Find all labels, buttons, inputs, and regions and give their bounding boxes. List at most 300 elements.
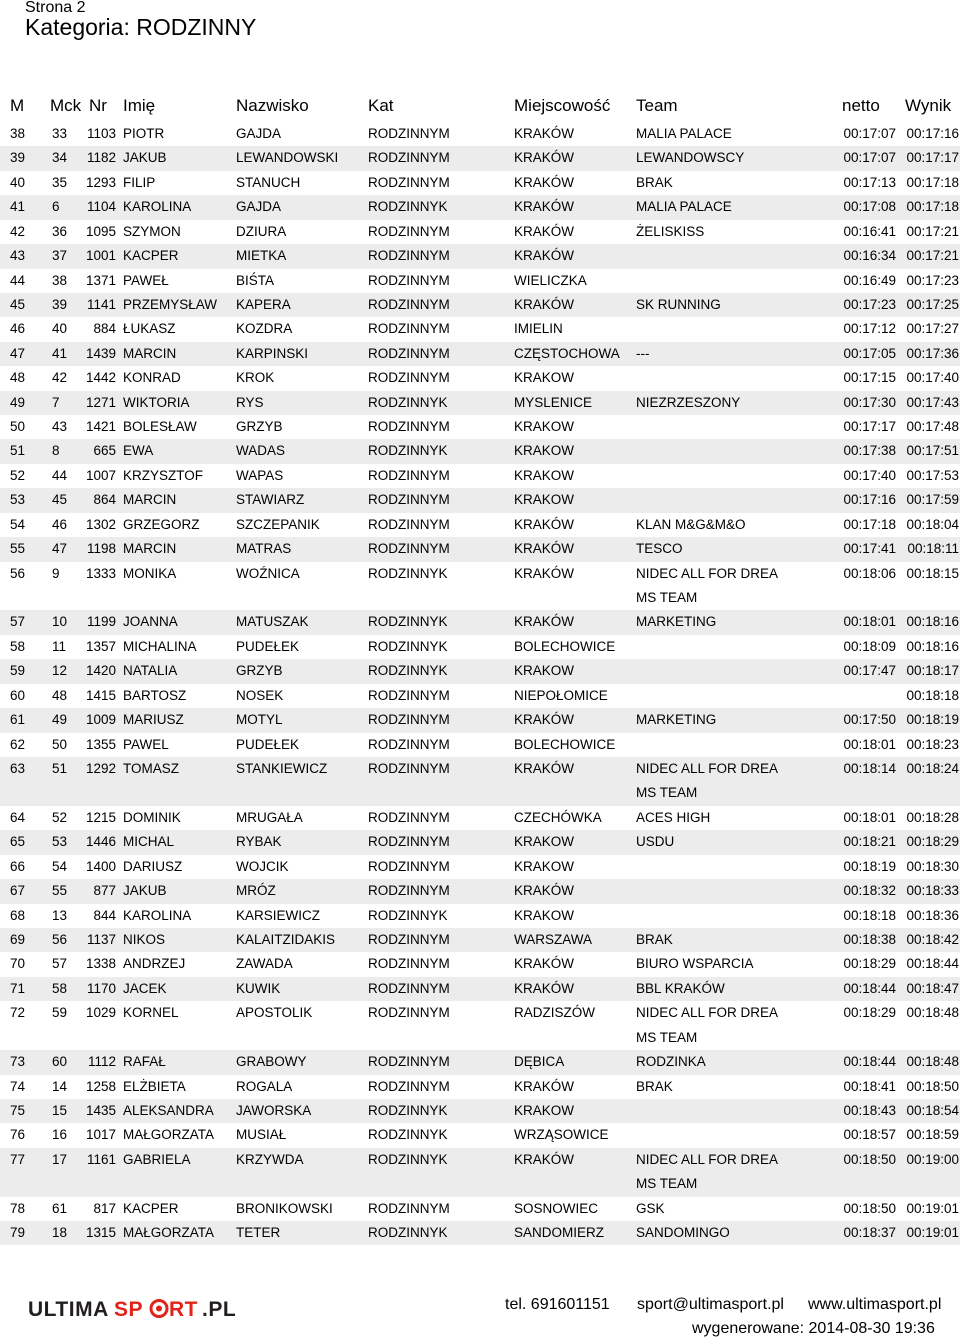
cell-nr: 877 [93,883,116,899]
cell-wynik: 00:18:29 [906,834,959,850]
cell-nr: 1182 [86,150,116,166]
table-row [0,439,960,463]
cell-kat: RODZINNYM [368,345,450,361]
cell-nazwisko: PUDEŁEK [236,736,300,752]
cell-miejscowosc: KRAKÓW [514,296,575,312]
cell-netto: 00:18:19 [843,858,896,874]
cell-netto: 00:17:12 [843,321,896,337]
cell-mck: 18 [52,1225,68,1241]
cell-m: 59 [10,663,26,679]
cell-m: 67 [10,883,26,899]
cell-miejscowosc: KRAKOW [514,370,575,386]
cell-wynik: 00:18:17 [906,663,959,679]
cell-kat: RODZINNYK [368,1151,448,1167]
cell-imie: ALEKSANDRA [123,1102,214,1118]
table-row [0,1123,960,1147]
cell-miejscowosc: KRAKÓW [514,223,575,239]
table-row [0,928,960,952]
cell-m: 42 [10,223,26,239]
cell-nazwisko: STANKIEWICZ [236,760,328,776]
cell-nazwisko: MATUSZAK [236,614,309,630]
cell-kat: RODZINNYM [368,467,450,483]
cell-imie: MAŁGORZATA [123,1127,215,1143]
cell-miejscowosc: KRAKÓW [514,174,575,190]
cell-team: NIDEC ALL FOR DREA MS TEAM [636,1151,778,1192]
cell-mck: 7 [52,394,60,410]
cell-team: USDU [636,834,675,850]
column-header-nazwisko: Nazwisko [236,96,309,115]
cell-mck: 17 [52,1151,68,1167]
website-link[interactable]: www.ultimasport.pl [808,1296,942,1313]
cell-imie: SZYMON [123,223,181,239]
cell-netto: 00:18:41 [843,1078,896,1094]
cell-team: ACES HIGH [636,809,711,825]
cell-m: 70 [10,956,26,972]
cell-wynik: 00:18:48 [906,1005,959,1021]
cell-m: 44 [10,272,26,288]
cell-imie: KAROLINA [123,907,192,923]
cell-miejscowosc: IMIELIN [514,321,563,337]
cell-mck: 58 [52,980,68,996]
cell-m: 40 [10,174,26,190]
cell-imie: TOMASZ [123,760,180,776]
cell-kat: RODZINNYM [368,1005,450,1021]
cell-wynik: 00:17:17 [906,150,959,166]
cell-nazwisko: ZAWADA [236,956,293,972]
table-row [0,1221,960,1245]
cell-m: 71 [10,980,26,996]
cell-nazwisko: PUDEŁEK [236,638,300,654]
cell-netto: 00:17:38 [843,443,896,459]
cell-team: GSK [636,1200,665,1216]
cell-netto: 00:17:30 [843,394,896,410]
cell-wynik: 00:17:23 [906,272,959,288]
cell-nazwisko: NOSEK [236,687,284,703]
cell-nr: 1161 [86,1151,116,1167]
cell-netto: 00:18:18 [843,907,896,923]
cell-team: TESCO [636,541,683,557]
cell-miejscowosc: KRAKÓW [514,980,575,996]
cell-nr: 1199 [86,614,116,630]
cell-m: 76 [10,1127,26,1143]
cell-nr: 1095 [85,223,116,239]
cell-miejscowosc: CZĘSTOCHOWA [514,345,620,361]
cell-kat: RODZINNYK [368,394,448,410]
svg-text:RT: RT [169,1298,198,1321]
column-header-kat: Kat [368,96,394,115]
cell-nr: 1442 [85,370,116,386]
cell-imie: WIKTORIA [123,394,190,410]
cell-netto: 00:18:50 [843,1151,896,1167]
cell-nr: 1293 [85,174,116,190]
cell-kat: RODZINNYM [368,296,450,312]
table-row [0,244,960,268]
cell-team: RODZINKA [636,1054,706,1070]
table-row [0,293,960,317]
cell-team: SK RUNNING [636,296,721,312]
cell-nr: 1439 [85,345,116,361]
cell-miejscowosc: KRAKOW [514,834,575,850]
cell-m: 69 [10,931,26,947]
cell-netto: 00:18:29 [843,1005,896,1021]
cell-nazwisko: MIETKA [236,248,287,264]
cell-nazwisko: WADAS [236,443,286,459]
page-footer [0,1290,960,1341]
table-row [0,806,960,830]
cell-nazwisko: RYBAK [236,834,282,850]
cell-netto: 00:18:01 [843,736,896,752]
cell-imie: MONIKA [123,565,177,581]
cell-m: 54 [10,516,26,532]
cell-nazwisko: KARSIEWICZ [236,907,321,923]
cell-wynik: 00:17:21 [906,223,959,239]
cell-netto: 00:18:57 [843,1127,896,1143]
cell-imie: MARCIN [123,492,177,508]
cell-mck: 43 [52,419,68,435]
cell-miejscowosc: WARSZAWA [514,931,592,947]
cell-netto: 00:17:07 [843,150,896,166]
cell-imie: JACEK [123,980,167,996]
cell-wynik: 00:17:43 [906,394,959,410]
cell-kat: RODZINNYM [368,321,450,337]
cell-kat: RODZINNYM [368,858,450,874]
column-header-mck: Mck [50,96,82,115]
cell-wynik: 00:18:42 [906,931,959,947]
cell-m: 58 [10,638,26,654]
cell-mck: 52 [52,809,68,825]
cell-mck: 51 [52,760,68,776]
table-row [0,659,960,683]
cell-miejscowosc: KRAKOW [514,907,575,923]
cell-nazwisko: GAJDA [236,126,282,141]
cell-nr: 1137 [86,931,116,947]
cell-m: 52 [10,467,26,483]
cell-team: BBL KRAKÓW [636,980,725,996]
cell-kat: RODZINNYK [368,614,448,630]
cell-nr: 1333 [85,565,116,581]
cell-wynik: 00:18:18 [906,687,959,703]
cell-nazwisko: APOSTOLIK [236,1005,313,1021]
cell-imie: MARIUSZ [123,712,184,728]
table-row [0,1197,960,1221]
cell-miejscowosc: CZECHÓWKA [514,809,602,825]
cell-netto: 00:17:47 [843,663,896,679]
cell-miejscowosc: KRAKOW [514,419,575,435]
cell-imie: KAROLINA [123,199,192,215]
cell-wynik: 00:17:18 [906,199,959,215]
cell-team: BIURO WSPARCIA [636,956,754,972]
table-row [0,537,960,561]
table-row [0,757,960,806]
cell-kat: RODZINNYM [368,1200,450,1216]
cell-m: 77 [10,1151,26,1167]
cell-miejscowosc: KRAKÓW [514,565,575,581]
cell-netto: 00:16:41 [843,223,896,239]
cell-team: NIEZRZESZONY [636,394,741,410]
cell-wynik: 00:18:23 [906,736,959,752]
cell-nazwisko: ROGALA [236,1078,293,1094]
cell-wynik: 00:18:48 [906,1054,959,1070]
cell-nazwisko: KALAITZIDAKIS [236,931,336,947]
cell-miejscowosc: KRAKÓW [514,516,575,532]
cell-nr: 1215 [85,809,116,825]
cell-mck: 8 [52,443,60,459]
cell-team: MARKETING [636,712,717,728]
cell-nazwisko: KROK [236,370,275,386]
cell-m: 64 [10,809,26,825]
cell-wynik: 00:17:51 [906,443,959,459]
cell-nr: 1103 [86,126,116,141]
cell-mck: 9 [52,565,60,581]
cell-kat: RODZINNYM [368,931,450,947]
cell-miejscowosc: KRAKÓW [514,956,575,972]
cell-nazwisko: MATRAS [236,541,292,557]
cell-nazwisko: DZIURA [236,223,287,239]
cell-wynik: 00:18:16 [906,614,959,630]
cell-team: MALIA PALACE [636,126,732,141]
cell-netto: 00:17:15 [843,370,896,386]
cell-mck: 56 [52,931,68,947]
cell-kat: RODZINNYM [368,883,450,899]
cell-netto: 00:18:01 [843,809,896,825]
cell-netto: 00:18:29 [843,956,896,972]
table-row [0,195,960,219]
table-row [0,146,960,170]
cell-nr: 665 [93,443,116,459]
cell-team: BRAK [636,174,673,190]
cell-mck: 34 [52,150,68,166]
cell-mck: 50 [52,736,68,752]
cell-nr: 1271 [85,394,116,410]
cell-nazwisko: KUWIK [236,980,281,996]
cell-mck: 45 [52,492,68,508]
cell-m: 56 [10,565,26,581]
table-row [0,1050,960,1074]
table-row [0,855,960,879]
cell-m: 39 [10,150,26,166]
table-row [0,342,960,366]
cell-imie: DOMINIK [123,809,181,825]
cell-miejscowosc: KRAKÓW [514,883,575,899]
table-row [0,269,960,293]
cell-netto: 00:18:21 [843,834,896,850]
cell-wynik: 00:18:15 [906,565,959,581]
cell-wynik: 00:18:44 [906,956,959,972]
cell-nr: 1355 [85,736,116,752]
cell-netto: 00:17:41 [843,541,896,557]
cell-imie: KONRAD [123,370,181,386]
cell-m: 62 [10,736,26,752]
cell-nazwisko: GRZYB [236,663,283,679]
cell-nr: 864 [93,492,116,508]
cell-nr: 1400 [85,858,116,874]
table-row [0,464,960,488]
cell-netto: 00:16:49 [843,272,896,288]
cell-m: 63 [10,760,26,776]
cell-nazwisko: WOŹNICA [236,565,300,581]
cell-nazwisko: BIŚTA [236,272,275,288]
cell-wynik: 00:19:01 [906,1225,959,1241]
cell-m: 78 [10,1200,26,1216]
cell-imie: BARTOSZ [123,687,187,703]
table-row [0,830,960,854]
cell-miejscowosc: WIELICZKA [514,272,587,288]
column-header-netto: netto [842,96,880,115]
cell-m: 55 [10,541,26,557]
table-row [0,366,960,390]
cell-m: 61 [10,712,26,728]
cell-mck: 47 [52,541,68,557]
cell-imie: GABRIELA [123,1151,191,1167]
cell-nazwisko: KAPERA [236,296,291,312]
table-row [0,415,960,439]
contact-phone: tel. 691601151 [505,1296,610,1313]
page-title: Kategoria: RODZINNY [25,14,257,40]
cell-mck: 53 [52,834,68,850]
cell-m: 72 [10,1005,26,1021]
cell-miejscowosc: KRAKÓW [514,1151,575,1167]
cell-mck: 12 [52,663,68,679]
cell-nazwisko: KARPINSKI [236,345,309,361]
cell-wynik: 00:18:59 [906,1127,959,1143]
column-header-team: Team [636,96,678,115]
cell-netto: 00:18:44 [843,1054,896,1070]
table-row [0,562,960,611]
cell-nr: 1371 [85,272,116,288]
cell-nazwisko: JAWORSKA [236,1102,312,1118]
cell-imie: JAKUB [123,883,167,899]
cell-miejscowosc: DĘBICA [514,1054,565,1070]
cell-wynik: 00:17:53 [906,467,959,483]
cell-nazwisko: BRONIKOWSKI [236,1200,333,1216]
cell-netto: 00:18:43 [843,1102,896,1118]
table-row [0,122,960,146]
cell-wynik: 00:19:00 [906,1151,959,1167]
cell-mck: 49 [52,712,68,728]
cell-nr: 1009 [85,712,116,728]
table-row [0,488,960,512]
cell-imie: MARCIN [123,345,177,361]
svg-text:ULTIMA: ULTIMA [28,1298,109,1321]
cell-netto: 00:18:38 [843,931,896,947]
cell-wynik: 00:18:54 [906,1102,959,1118]
cell-wynik: 00:18:30 [906,858,959,874]
cell-netto: 00:18:37 [843,1225,896,1241]
cell-wynik: 00:17:59 [906,492,959,508]
cell-miejscowosc: MYSLENICE [514,394,593,410]
cell-wynik: 00:18:19 [906,712,959,728]
cell-kat: RODZINNYM [368,736,450,752]
cell-kat: RODZINNYM [368,760,450,776]
cell-imie: NIKOS [123,931,166,947]
cell-m: 75 [10,1102,26,1118]
cell-mck: 37 [52,248,68,264]
cell-imie: MAŁGORZATA [123,1225,215,1241]
cell-mck: 35 [52,174,68,190]
results-table-body [0,122,960,1245]
cell-miejscowosc: KRAKOW [514,663,575,679]
cell-miejscowosc: SANDOMIERZ [514,1225,605,1241]
cell-m: 57 [10,614,26,630]
cell-mck: 60 [52,1054,68,1070]
cell-imie: PIOTR [123,126,165,141]
cell-miejscowosc: KRAKOW [514,1102,575,1118]
cell-kat: RODZINNYM [368,980,450,996]
column-header-wynik: Wynik [905,96,952,115]
cell-miejscowosc: KRAKÓW [514,150,575,166]
cell-netto: 00:17:07 [843,126,896,141]
cell-nr: 1292 [85,760,116,776]
table-row [0,1075,960,1099]
cell-kat: RODZINNYM [368,956,450,972]
cell-m: 45 [10,296,26,312]
cell-kat: RODZINNYK [368,638,448,654]
cell-m: 60 [10,687,26,703]
cell-kat: RODZINNYM [368,834,450,850]
cell-wynik: 00:18:28 [906,809,959,825]
cell-mck: 33 [52,126,68,141]
cell-miejscowosc: KRAKÓW [514,712,575,728]
cell-imie: KRZYSZTOF [123,467,204,483]
cell-mck: 38 [52,272,68,288]
cell-netto: 00:18:44 [843,980,896,996]
cell-nazwisko: LEWANDOWSKI [236,150,339,166]
cell-nr: 1029 [85,1005,116,1021]
cell-imie: MICHAL [123,834,175,850]
cell-imie: MICHALINA [123,638,197,654]
cell-mck: 16 [52,1127,68,1143]
cell-team: MARKETING [636,614,717,630]
column-header-nr: Nr [89,96,107,115]
cell-imie: MARCIN [123,541,177,557]
cell-team: NIDEC ALL FOR DREA MS TEAM [636,565,778,606]
cell-netto: 00:17:08 [843,199,896,215]
cell-miejscowosc: NIEPOŁOMICE [514,687,608,703]
cell-netto: 00:17:40 [843,467,896,483]
cell-kat: RODZINNYK [368,1225,448,1241]
cell-nazwisko: RYS [236,394,264,410]
cell-nr: 1170 [86,980,116,996]
table-row [0,1001,960,1050]
cell-imie: NATALIA [123,663,178,679]
cell-wynik: 00:17:40 [906,370,959,386]
cell-m: 65 [10,834,26,850]
cell-imie: BOLESŁAW [123,419,197,435]
cell-m: 49 [10,394,26,410]
cell-nazwisko: WAPAS [236,467,284,483]
svg-text:.PL: .PL [202,1298,237,1321]
cell-netto: 00:18:06 [843,565,896,581]
table-row [0,879,960,903]
cell-nazwisko: MRUGAŁA [236,809,303,825]
cell-miejscowosc: KRAKOW [514,492,575,508]
cell-nazwisko: STAWIARZ [236,492,305,508]
contact-email-link[interactable]: sport@ultimasport.pl [637,1296,784,1313]
cell-imie: ANDRZEJ [123,956,186,972]
cell-wynik: 00:18:36 [906,907,959,923]
cell-imie: PAWEL [123,736,169,752]
cell-netto: 00:18:50 [843,1200,896,1216]
cell-kat: RODZINNYK [368,199,448,215]
cell-nr: 1141 [86,296,116,312]
cell-kat: RODZINNYM [368,150,450,166]
cell-imie: KACPER [123,1200,179,1216]
cell-nr: 884 [93,321,116,337]
cell-kat: RODZINNYM [368,541,450,557]
cell-nr: 1315 [85,1225,116,1241]
cell-miejscowosc: KRAKÓW [514,614,575,630]
cell-team: MALIA PALACE [636,199,732,215]
